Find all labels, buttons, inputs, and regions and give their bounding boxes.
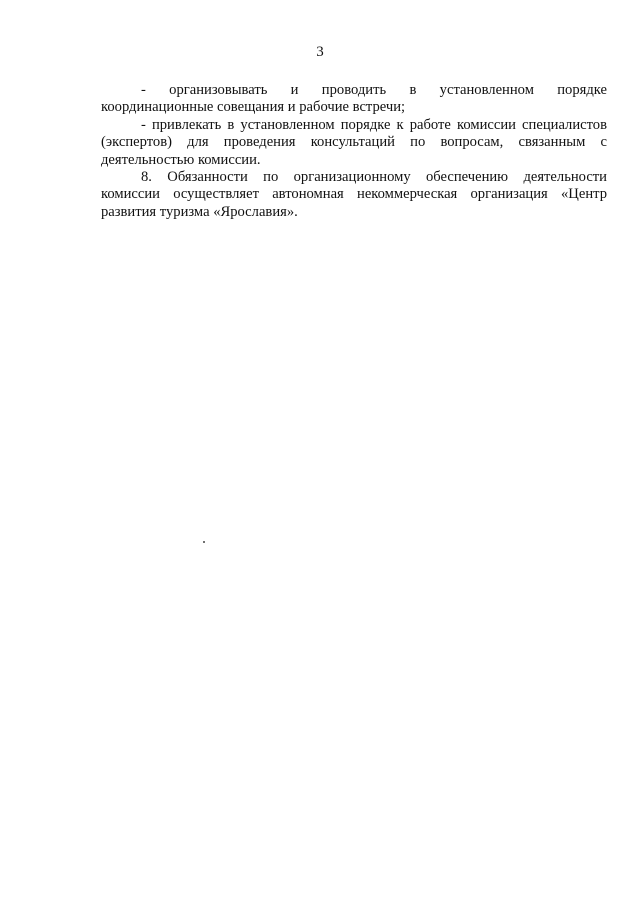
- list-item-first-line: - привлекать в установленном порядке к работе комиссии специалистов: [141, 116, 607, 133]
- list-item-first-line: - организовывать и проводить в установленном порядке: [141, 82, 607, 98]
- list-item-organize-meetings: [101, 82, 607, 117]
- list-item-continuation: координационные совещания и рабочие встречи;: [101, 99, 406, 116]
- page-number: 3: [316, 44, 324, 60]
- clause-first-line: 8. Обязанности по организационному обеспечению деятельности: [141, 169, 607, 186]
- list-item-continuation: (экспертов) для проведения консультаций по вопросам, связанным с деятельностью комиссии.: [101, 134, 607, 168]
- clause-continuation: комиссии осуществляет автономная некоммерческая организация «Центр развития туризма «Ярославия».: [101, 186, 607, 220]
- document-body: [101, 82, 607, 221]
- scan-speck: [203, 541, 205, 543]
- clause-8-paragraph: [101, 169, 607, 221]
- list-item-involve-experts: [101, 117, 607, 169]
